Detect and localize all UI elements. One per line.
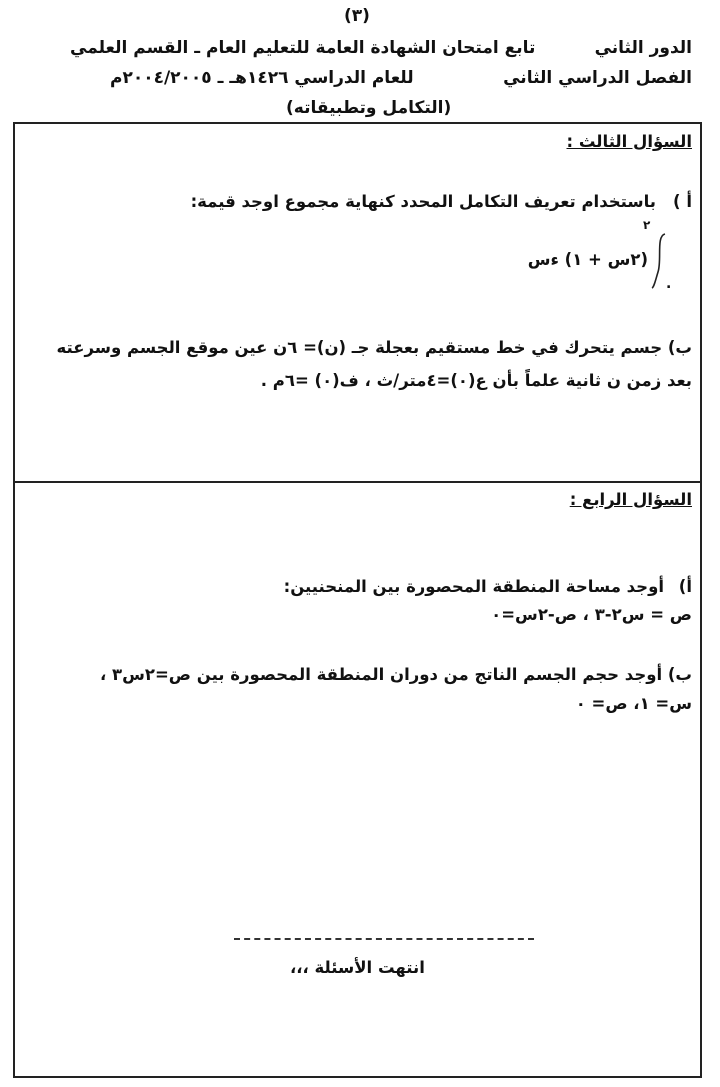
question-4a-text: أوجد مساحة المنطقة المحصورة بين المنحنيين: bbox=[283, 577, 664, 596]
question-4b-line2: س= ١، ص= ٠ bbox=[575, 694, 692, 713]
question-3-title: السؤال الثالث : bbox=[566, 132, 692, 151]
question-4-title: السؤال الرابع : bbox=[569, 490, 692, 509]
integral-lower-limit: . bbox=[666, 276, 672, 292]
question-3b-line2: بعد زمن ن ثانية علماً بأن ع(٠)=٤متر/ث ، ف(٠) =٦م . bbox=[260, 371, 692, 390]
end-of-questions: انتهت الأسئلة ،،، bbox=[290, 958, 425, 977]
page-number: (٣) bbox=[344, 6, 370, 26]
separator-dashes bbox=[234, 938, 534, 940]
section-divider bbox=[13, 481, 702, 483]
subject-title: (التكامل وتطبيقاته) bbox=[286, 98, 452, 118]
question-3b-line1: ب) جسم يتحرك في خط مستقيم بعجلة جـ (ن)= ٦ن عين موقع الجسم وسرعته bbox=[56, 338, 692, 357]
semester: الفصل الدراسي الثاني bbox=[503, 68, 692, 88]
integral-upper-limit: ٢ bbox=[643, 218, 651, 232]
question-4a-label: أ) bbox=[678, 577, 692, 596]
question-4b-line1: ب) أوجد حجم الجسم الناتج من دوران المنطقة المحصورة بين ص=٢س٣ ، bbox=[100, 665, 692, 684]
question-3a-text: باستخدام تعريف التكامل المحدد كنهاية مجموع اوجد قيمة: bbox=[190, 192, 656, 211]
integrand: (٢س + ١) ءس bbox=[527, 250, 648, 269]
question-3a-label: أ ) bbox=[673, 192, 692, 211]
exam-title: تابع امتحان الشهادة العامة للتعليم العام ـ القسم العلمي bbox=[70, 38, 536, 58]
question-4a-equations: ص = س٢-٣ ، ص-٢س=٠ bbox=[491, 605, 692, 624]
academic-year: للعام الدراسي ١٤٢٦هـ ـ ٢٠٠٤/٢٠٠٥م bbox=[110, 68, 414, 88]
exam-round: الدور الثاني bbox=[594, 38, 692, 58]
